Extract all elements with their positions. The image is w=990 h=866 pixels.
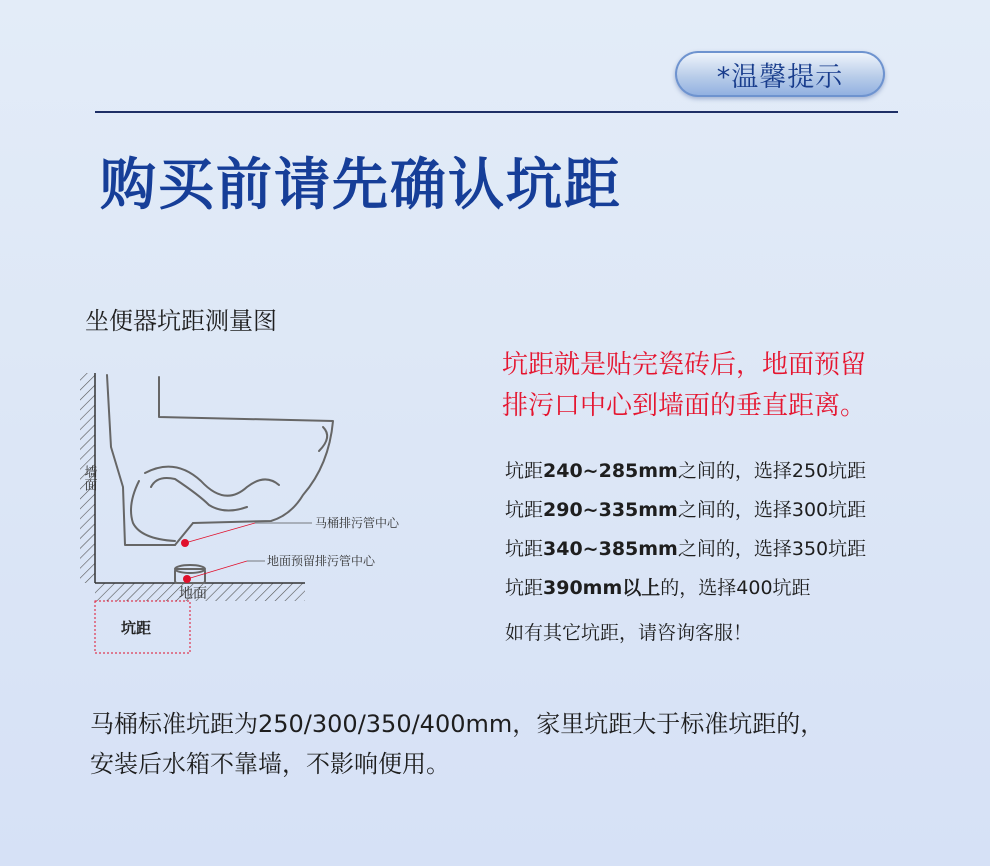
standard-distance-note: [90, 704, 950, 784]
selection-rules: [505, 452, 866, 608]
rule-item: 坑距240~285mm之间的，选择250坑距: [505, 460, 867, 482]
distance-label: 坑距: [121, 619, 152, 637]
distance-definition: [502, 345, 972, 427]
definition-line-1: 坑距就是贴完瓷砖后，地面预留: [502, 350, 867, 380]
bottom-note-line-2: 安装后水箱不靠墙，不影响便用。: [90, 750, 450, 778]
rule-item: 坑距340~385mm之间的，选择350坑距: [505, 538, 867, 560]
toilet-distance-diagram: [75, 365, 420, 660]
floor-outlet-marker: [183, 575, 191, 583]
toilet-outlet-marker: [181, 539, 189, 547]
diagram-title: 坐便器坑距测量图: [85, 307, 277, 335]
rule-item: 坑距290~335mm之间的，选择300坑距: [505, 499, 867, 521]
toilet-outline: [107, 375, 333, 583]
floor-outlet-label: 地面预留排污管中心: [267, 554, 376, 568]
warm-tip-badge: *温馨提示: [675, 51, 885, 97]
page-headline: 购买前请先确认坑距: [100, 153, 622, 218]
definition-line-2: 排污口中心到墙面的垂直距离。: [502, 391, 867, 421]
bottom-note-line-1: 马桶标准坑距为250/300/350/400mm，家里坑距大于标准坑距的，: [90, 710, 825, 738]
customer-service-note: 如有其它坑距，请咨询客服！: [505, 622, 753, 644]
rule-item: 坑距390mm以上的，选择400坑距: [505, 577, 811, 599]
wall-label: 墙面: [81, 465, 97, 491]
outlet-markers: [181, 523, 312, 583]
toilet-outlet-label: 马桶排污管中心: [315, 516, 400, 530]
header-divider: [95, 111, 898, 113]
floor-label: 地面: [179, 586, 207, 602]
